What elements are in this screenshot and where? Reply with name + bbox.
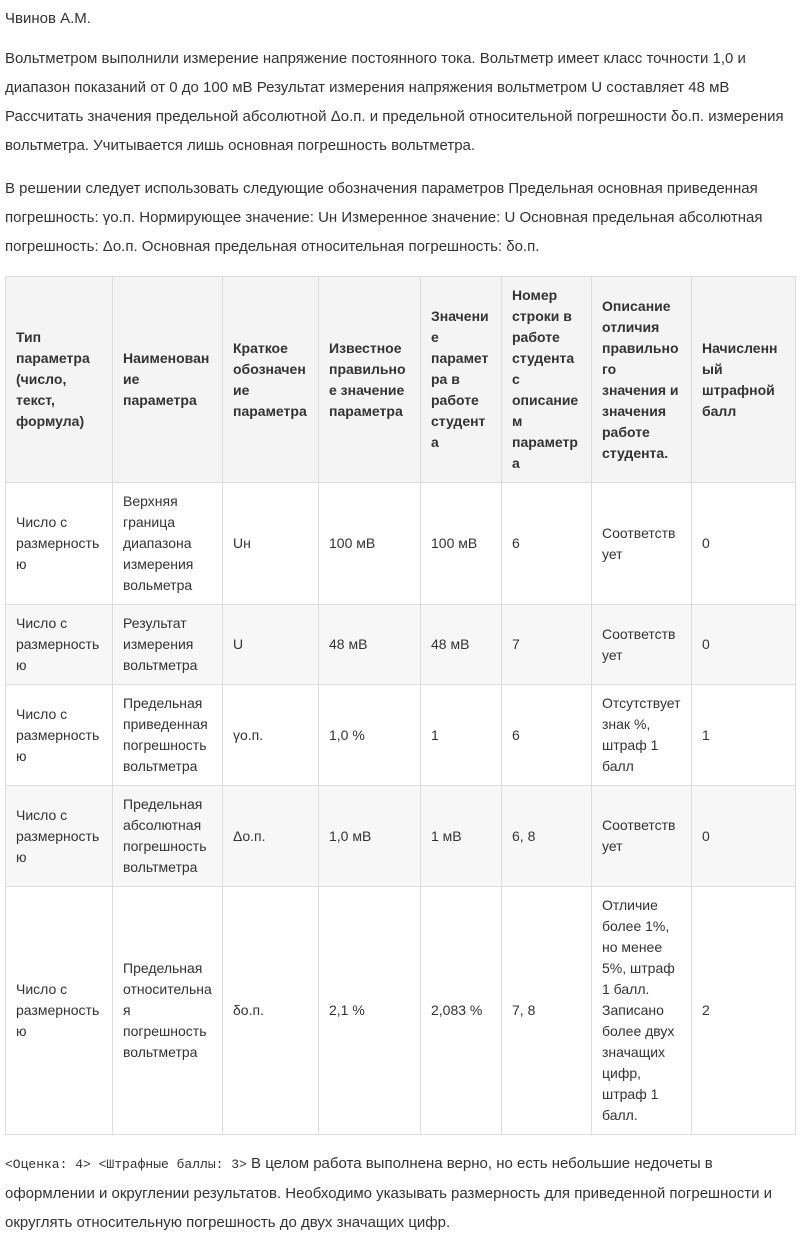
cell-param-type: Число с размерностью — [6, 786, 113, 887]
cell-student-value: 2,083 % — [421, 887, 502, 1135]
cell-difference-description: Соответствует — [592, 605, 692, 685]
cell-short-designation: U — [223, 605, 319, 685]
evaluation-paragraph — [5, 1149, 795, 1237]
cell-student-value: 100 мВ — [421, 483, 502, 605]
author-line: Чвинов А.М. — [5, 10, 91, 27]
header-cell-short-designation: Краткое обозначение параметра — [223, 277, 319, 483]
grading-table-header — [6, 277, 796, 483]
cell-param-type: Число с размерностью — [6, 685, 113, 786]
cell-difference-description: Отсутствует знак %, штраф 1 балл — [592, 685, 692, 786]
cell-param-type: Число с размерностью — [6, 887, 113, 1135]
header-cell-param-type: Тип параметра (число, текст, формула) — [6, 277, 113, 483]
header-cell-student-value: Значение параметра в работе студента — [421, 277, 502, 483]
table-row — [6, 483, 796, 605]
cell-correct-value: 48 мВ — [319, 605, 421, 685]
cell-param-name: Предельная абсолютная погрешность вольтметра — [113, 786, 223, 887]
grade-code: <Оценка: 4> <Штрафные баллы: 3> — [5, 1157, 247, 1172]
cell-param-type: Число с размерностью — [6, 483, 113, 605]
cell-line-number: 6 — [502, 685, 592, 786]
cell-short-designation: Δо.п. — [223, 786, 319, 887]
cell-penalty-points: 1 — [692, 685, 796, 786]
cell-param-type: Число с размерностью — [6, 605, 113, 685]
cell-line-number: 6 — [502, 483, 592, 605]
table-row — [6, 605, 796, 685]
grading-table — [5, 276, 796, 1135]
table-row — [6, 786, 796, 887]
task-paragraph: Вольтметром выполнили измерение напряжение постоянного тока. Вольтметр имеет класс точности 1,0 и диапазон показаний от 0 до 100 мВ Результат измерения напряжения вольтметром U составляет 48 мВ Рассчитать значения предельной абсолютной Δо.п. и предельной относительной погрешности δо.п. измерения вольтметра. Учитывается лишь основная погрешность вольтметра. — [5, 50, 784, 154]
cell-param-name: Предельная относительная погрешность вольтметра — [113, 887, 223, 1135]
cell-short-designation: γо.п. — [223, 685, 319, 786]
cell-penalty-points: 0 — [692, 786, 796, 887]
cell-short-designation: δо.п. — [223, 887, 319, 1135]
header-cell-difference-description: Описание отличия правильного значения и значения работе студента. — [592, 277, 692, 483]
cell-line-number: 7, 8 — [502, 887, 592, 1135]
cell-correct-value: 2,1 % — [319, 887, 421, 1135]
cell-student-value: 1 мВ — [421, 786, 502, 887]
header-cell-penalty-points: Начисленный штрафной балл — [692, 277, 796, 483]
cell-difference-description: Отличие более 1%, но менее 5%, штраф 1 балл. Записано более двух значащих цифр, штраф 1 балл. — [592, 887, 692, 1135]
notation-paragraph: В решении следует использовать следующие обозначения параметров Предельная основная приведенная погрешность: γо.п. Нормирующее значение: Uн Измеренное значение: U Основная предельная абсолютная погрешность: Δо.п. Основная предельная относительная погрешность: δо.п. — [5, 180, 763, 255]
cell-penalty-points: 0 — [692, 605, 796, 685]
cell-param-name: Предельная приведенная погрешность вольтметра — [113, 685, 223, 786]
cell-param-name: Результат измерения вольтметра — [113, 605, 223, 685]
evaluation-comment: В целом работа выполнена верно, но есть небольшие недочеты в оформлении и округлении результатов. Необходимо указывать размерность для приведенной погрешности и округлять относительную погрешность до двух значащих цифр. — [5, 1155, 772, 1231]
cell-param-name: Верхняя граница диапазона измерения вольметра — [113, 483, 223, 605]
header-row — [6, 277, 796, 483]
header-cell-correct-value: Известное правильное значение параметра — [319, 277, 421, 483]
cell-correct-value: 1,0 % — [319, 685, 421, 786]
table-row — [6, 685, 796, 786]
cell-difference-description: Соответствует — [592, 483, 692, 605]
cell-short-designation: Uн — [223, 483, 319, 605]
cell-line-number: 6, 8 — [502, 786, 592, 887]
cell-penalty-points: 0 — [692, 483, 796, 605]
table-row — [6, 887, 796, 1135]
cell-student-value: 1 — [421, 685, 502, 786]
cell-correct-value: 1,0 мВ — [319, 786, 421, 887]
cell-penalty-points: 2 — [692, 887, 796, 1135]
grading-table-body — [6, 483, 796, 1135]
header-cell-param-name: Наименование параметра — [113, 277, 223, 483]
cell-student-value: 48 мВ — [421, 605, 502, 685]
header-cell-line-number: Номер строки в работе студента с описанием параметра — [502, 277, 592, 483]
cell-correct-value: 100 мВ — [319, 483, 421, 605]
cell-line-number: 7 — [502, 605, 592, 685]
cell-difference-description: Соответствует — [592, 786, 692, 887]
